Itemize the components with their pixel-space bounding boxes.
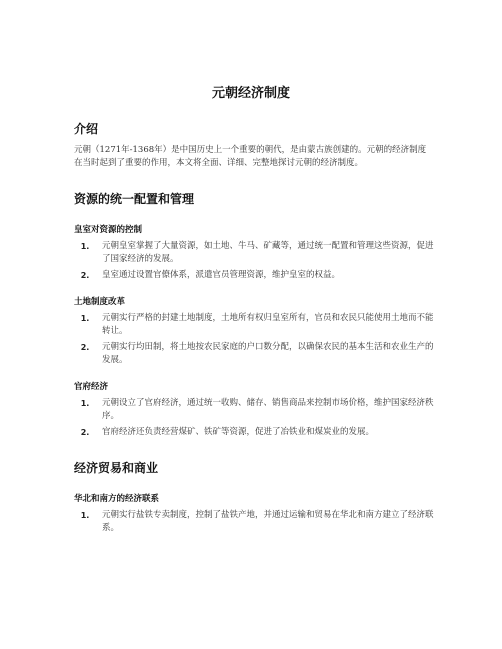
list-number: 1. [80,242,90,251]
list-text: 官府经济还负责经营煤矿、铁矿等资源，促进了冶铁业和煤炭业的发展。 [102,427,375,437]
list-number: 2. [80,271,90,280]
subsection-land-reform [74,296,434,367]
list-item [74,509,434,535]
list-number: 2. [80,343,90,352]
list-number: 1. [80,511,90,520]
list-number: 1. [80,314,90,323]
section-heading-intro: 介绍 [74,122,99,136]
list-number: 1. [80,399,90,408]
list-number: 2. [80,428,90,437]
list-item [74,269,434,282]
list-text: 元朝皇室掌握了大量资源，如土地、牛马、矿藏等，通过统一配置和管理这些资源，促进了国家经济的发展。 [102,241,434,264]
list-item [74,426,434,439]
subsection-heading: 官府经济 [74,382,109,392]
document-body [74,120,434,538]
list-item [74,341,434,367]
subsection-government-economy [74,381,434,439]
list-text: 元朝实行严格的封建土地制度，土地所有权归皇室所有，官员和农民只能使用土地而不能转让。 [102,313,434,336]
numbered-list [74,509,434,535]
list-text: 元朝实行盐铁专卖制度，控制了盐铁产地，并通过运输和贸易在华北和南方建立了经济联系。 [102,510,434,533]
numbered-list [74,240,434,282]
list-text: 元朝实行均田制，将土地按农民家庭的户口数分配，以确保农民的基本生活和农业生产的发展。 [102,342,434,365]
intro-paragraph: 元朝（1271年-1368年）是中国历史上一个重要的朝代，是由蒙古族创建的。元朝的经济制度在当时起到了重要的作用，本文将全面、详细、完整地探讨元朝的经济制度。 [74,145,427,168]
numbered-list [74,312,434,367]
subsection-royal-control [74,224,434,282]
list-item [74,240,434,266]
section-heading-trade: 经济贸易和商业 [74,461,159,475]
section-heading-resources: 资源的统一配置和管理 [74,192,195,206]
numbered-list [74,397,434,439]
document-title: 元朝经济制度 [211,86,290,101]
section-trade [74,459,434,535]
subsection-north-south-links [74,493,434,535]
list-item [74,397,434,423]
subsection-heading: 土地制度改革 [74,297,126,307]
list-text: 元朝设立了官府经济，通过统一收购、储存、销售商品来控制市场价格，维护国家经济秩序。 [102,398,434,421]
section-resources [74,190,434,439]
list-item [74,312,434,338]
section-intro [74,120,434,170]
list-text: 皇室通过设置官僚体系，派遣官员管理资源，维护皇室的权益。 [102,270,341,280]
subsection-heading: 皇室对资源的控制 [74,225,143,235]
subsection-heading: 华北和南方的经济联系 [74,494,160,504]
